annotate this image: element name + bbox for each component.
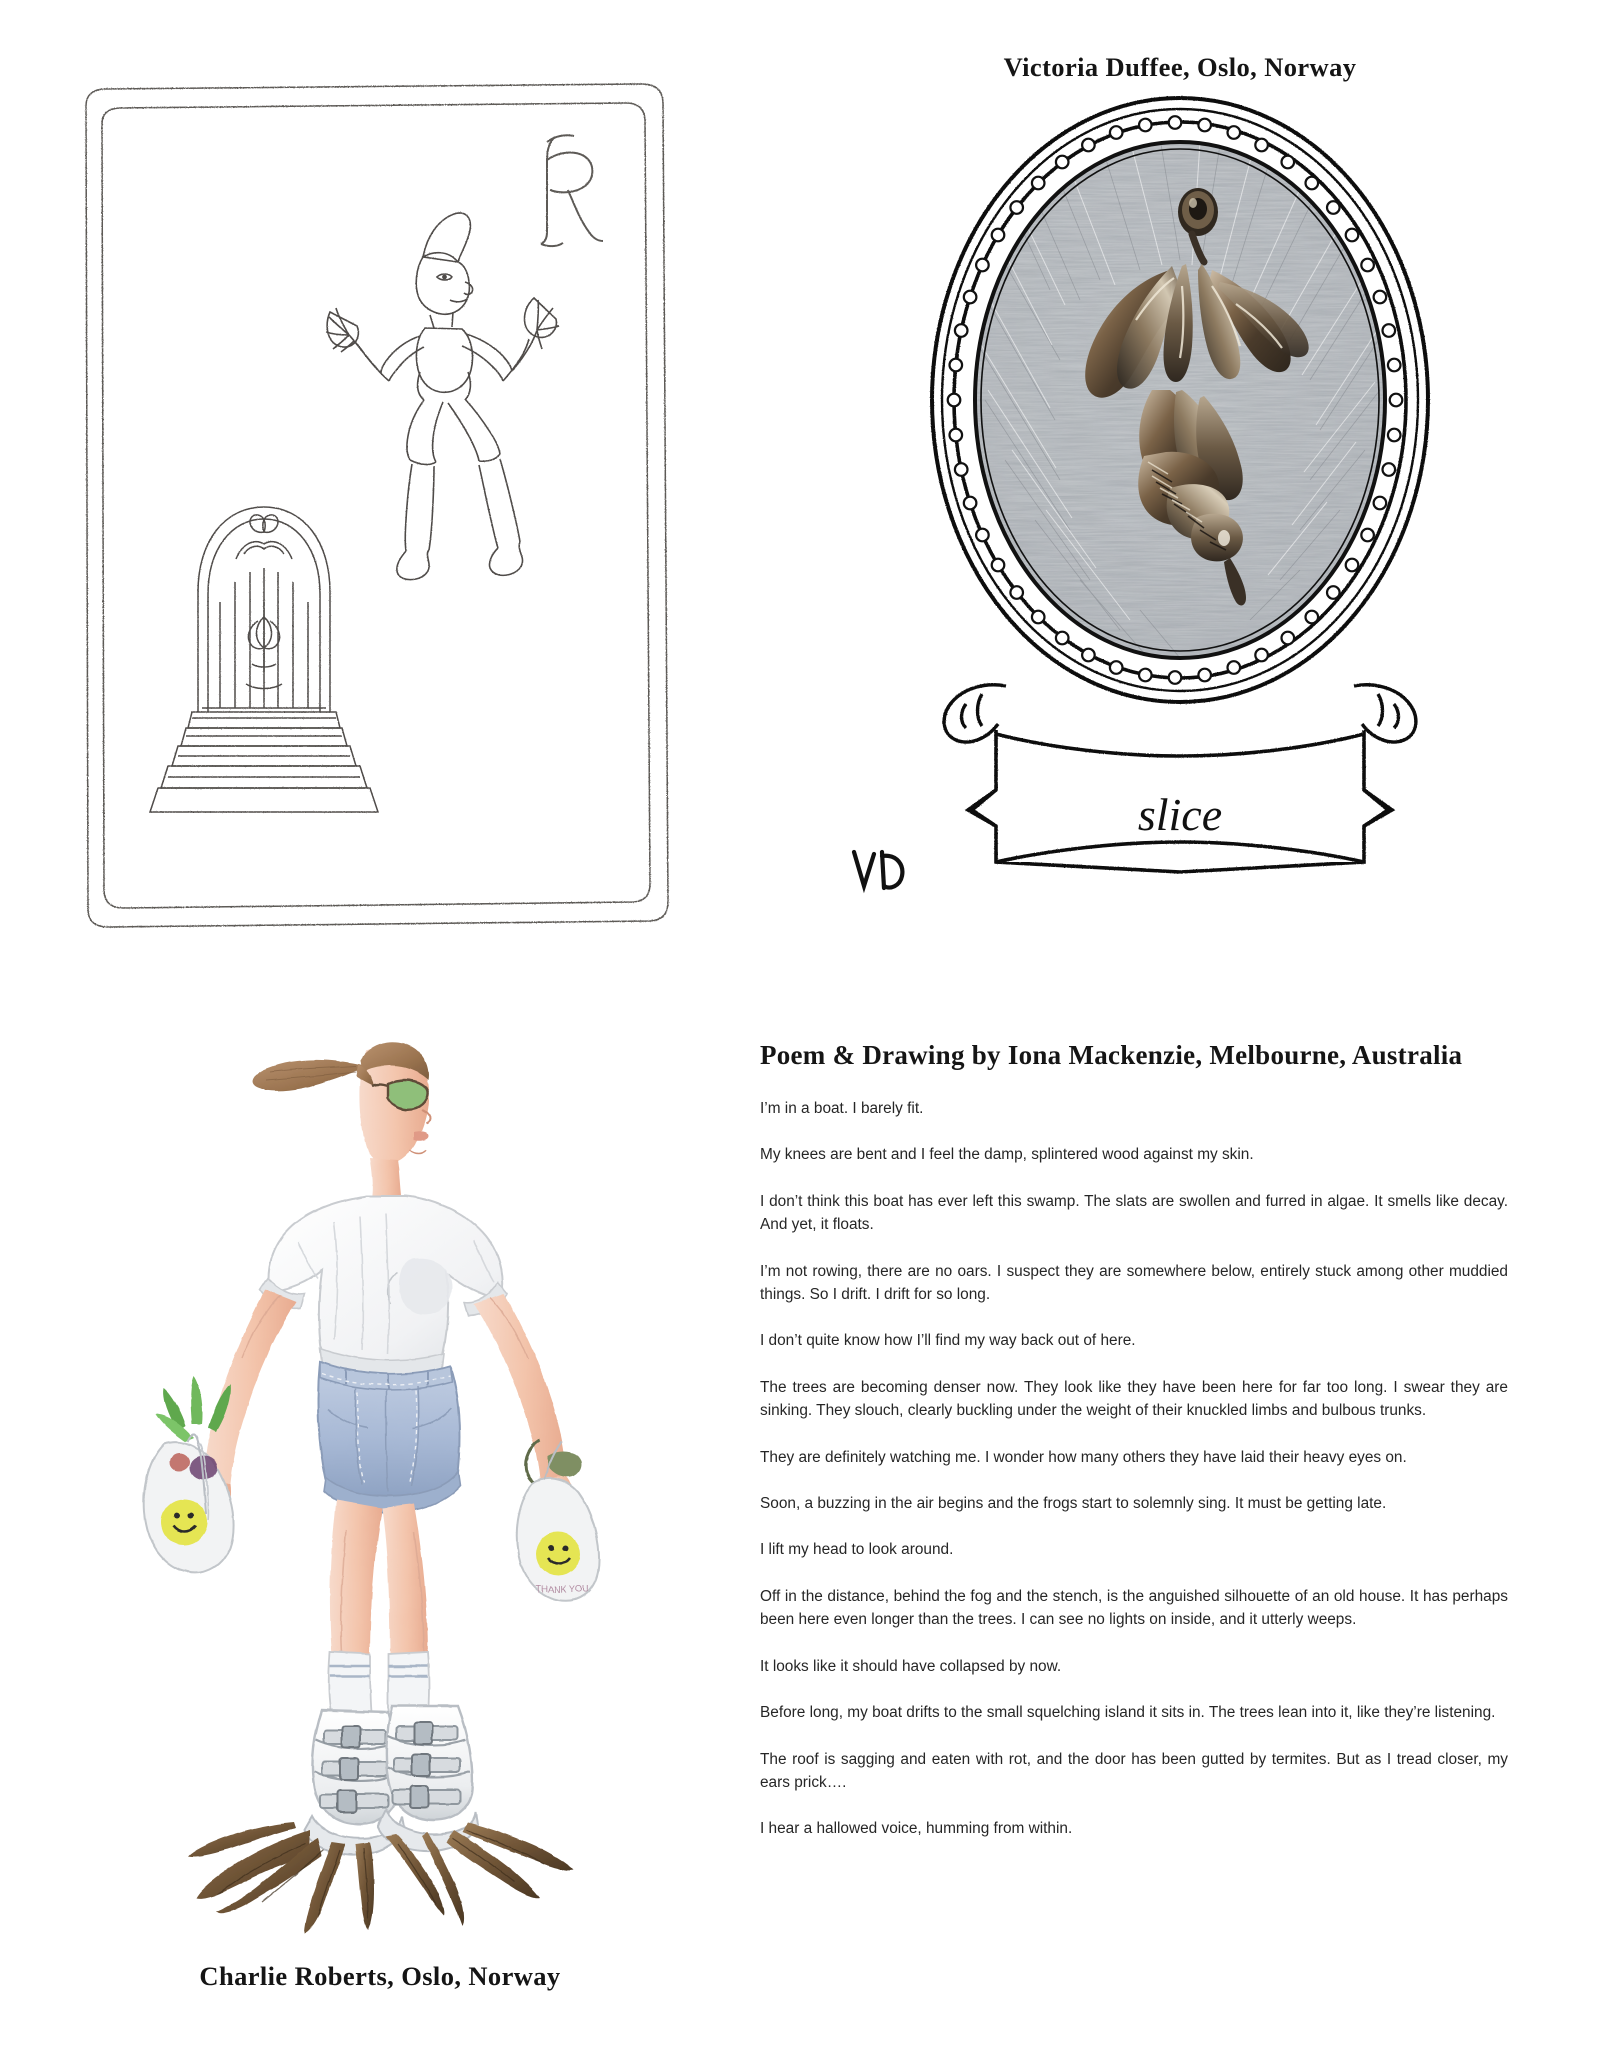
- bag-print-text: THANK YOU: [536, 1584, 589, 1594]
- left-shopping-bag: [144, 1376, 234, 1573]
- poem-paragraph: It looks like it should have collapsed by now.: [760, 1657, 1062, 1675]
- poem-paragraph: I don’t think this boat has ever left this swamp. The slats are swollen and furred in algae. It smells like decay. And yet, it floats.: [760, 1192, 1508, 1234]
- monogram-r: [541, 135, 603, 246]
- mirror-artwork-svg: [800, 90, 1560, 940]
- mirror-artwork: [800, 90, 1560, 940]
- card-drawing-svg: [68, 72, 688, 952]
- skater-artwork: [70, 1010, 690, 1950]
- bottom-left-caption: Charlie Roberts, Oslo, Norway: [199, 1961, 561, 1991]
- poem-paragraph: Off in the distance, behind the fog and the stench, is the anguished silhouette of an old house. It has perhaps been here even longer than the trees. I can see no lights on inside, and it utterly weeps.: [760, 1587, 1508, 1629]
- poem-paragraph: They are definitely watching me. I wonder how many others they have laid their heavy eyes on.: [760, 1448, 1407, 1466]
- right-leg: [382, 1504, 428, 1660]
- bottom-left-artwork-panel: [0, 1000, 760, 2071]
- skater-artwork-svg: [70, 1010, 690, 1950]
- ponytail: [253, 1060, 366, 1091]
- right-shopping-bag: [517, 1440, 599, 1601]
- poem-paragraph: The roof is sagging and eaten with rot, and the door has been gutted by termites. But as I tread closer, my ears prick….: [760, 1750, 1508, 1791]
- poem-paragraph: I lift my head to look around.: [760, 1541, 954, 1559]
- poem-title: Poem & Drawing by Iona Mackenzie, Melbourne, Australia: [760, 1040, 1463, 1070]
- birdcage-shrine: [150, 507, 378, 812]
- left-boot-buckles: [320, 1726, 388, 1812]
- card-drawing: [68, 72, 688, 952]
- puppet-figure: [326, 213, 559, 580]
- poem-paragraph: I’m not rowing, there are no oars. I suspect they are somewhere below, entirely stuck among other muddied things. So I drift. I drift for so long.: [760, 1262, 1508, 1304]
- poem-paragraph: Soon, a buzzing in the air begins and the frogs start to solemnly sing. It must be getting late.: [760, 1495, 1387, 1513]
- right-arm: [474, 1294, 566, 1480]
- poem-panel: [760, 1040, 1600, 2071]
- poem-paragraph: I don’t quite know how I’ll find my way back out of here.: [760, 1332, 1136, 1350]
- artist-signature: [854, 852, 902, 888]
- poem-paragraph: I’m in a boat. I barely fit.: [760, 1100, 924, 1117]
- banner-text: slice: [1137, 789, 1223, 840]
- right-boot-buckles: [392, 1722, 460, 1808]
- poem-paragraph: I hear a hallowed voice, humming from within.: [760, 1820, 1073, 1838]
- left-arm: [204, 1290, 296, 1484]
- left-leg: [330, 1500, 382, 1660]
- poem-paragraph: Before long, my boat drifts to the small squelching island it sits in. The trees lean into it, like they’re listening.: [760, 1704, 1496, 1722]
- poem-paragraph: The trees are becoming denser now. They look like they have been here for far too long. I swear they are sinking. They slouch, clearly buckling under the weight of their knuckled limbs and bulbous trunks.: [760, 1378, 1508, 1420]
- top-right-caption: Victoria Duffee, Oslo, Norway: [1003, 52, 1357, 82]
- top-left-artwork-panel: [0, 0, 760, 1000]
- poem-paragraph: My knees are bent and I feel the damp, splintered wood against my skin.: [760, 1146, 1254, 1164]
- top-right-artwork-panel: [760, 0, 1600, 1000]
- poem-body: [760, 1097, 1508, 1841]
- left-sock: [329, 1652, 372, 1718]
